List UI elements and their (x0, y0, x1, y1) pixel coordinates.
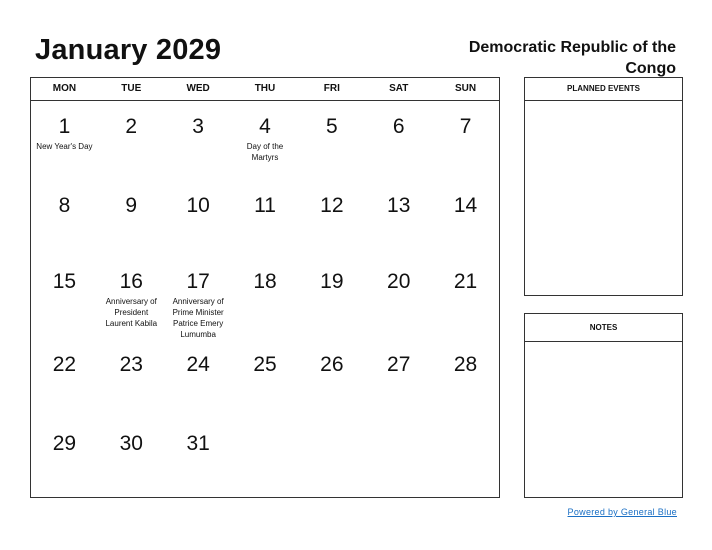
day-number: 9 (125, 194, 138, 217)
day-cell (165, 418, 232, 497)
day-cell (432, 339, 499, 418)
day-cell (298, 418, 365, 497)
day-cell (31, 418, 98, 497)
day-cell (31, 339, 98, 418)
day-cell (232, 418, 299, 497)
day-number: 27 (387, 353, 411, 376)
day-grid (31, 101, 499, 497)
holiday-label: Anniversary of Prime Minister Patrice Emery Lumumba (172, 297, 224, 339)
day-cell (31, 101, 98, 180)
day-cell (365, 180, 432, 256)
day-cell (98, 101, 165, 180)
day-cell (232, 256, 299, 339)
day-number: 3 (192, 115, 204, 138)
day-cell (98, 180, 165, 256)
day-cell (298, 256, 365, 339)
day-number: 25 (253, 353, 277, 376)
holiday-label: New Year's Day (36, 142, 93, 151)
day-number: 26 (320, 353, 344, 376)
weekday-label: THU (254, 83, 276, 94)
day-number: 11 (254, 194, 276, 217)
holiday-label: Anniversary of President Laurent Kabila (105, 297, 158, 328)
weekday-label: SUN (455, 83, 477, 94)
day-cell (432, 180, 499, 256)
day-cell (98, 418, 165, 497)
day-number: 14 (453, 194, 478, 217)
day-cell (298, 180, 365, 256)
weekday-label: WED (186, 83, 210, 94)
day-cell (165, 256, 232, 339)
day-cell (365, 418, 432, 497)
day-cell (232, 180, 299, 256)
day-cell (298, 339, 365, 418)
day-number: 13 (387, 194, 411, 217)
day-number: 28 (453, 353, 478, 376)
day-number: 4 (259, 115, 271, 138)
holiday-label: Day of the Martyrs (246, 142, 284, 162)
day-cell (232, 339, 299, 418)
day-cell (31, 256, 98, 339)
day-cell (365, 256, 432, 339)
weekday-label: FRI (323, 83, 340, 94)
weekday-label: SAT (389, 83, 409, 94)
planned-events-panel (524, 77, 683, 296)
month-calendar (30, 77, 500, 498)
planned-events-heading: PLANNED EVENTS (525, 78, 682, 101)
day-cell (432, 256, 499, 339)
day-number: 6 (392, 115, 405, 138)
day-number: 8 (58, 194, 71, 217)
day-cell (365, 339, 432, 418)
day-cell (31, 180, 98, 256)
day-number: 23 (119, 353, 143, 376)
weekday-label: MON (52, 83, 77, 94)
day-cell (98, 339, 165, 418)
day-cell (165, 339, 232, 418)
day-number: 5 (326, 115, 338, 138)
day-cell (165, 180, 232, 256)
weekday-header (31, 78, 499, 101)
notes-heading: NOTES (525, 314, 682, 342)
day-number: 16 (119, 270, 143, 293)
day-number: 19 (320, 270, 344, 293)
day-cell (232, 101, 299, 180)
day-number: 1 (58, 115, 71, 138)
day-number: 30 (119, 432, 143, 455)
day-cell (165, 101, 232, 180)
day-number: 18 (253, 270, 277, 293)
day-number: 29 (52, 432, 77, 455)
day-number: 15 (52, 270, 77, 293)
day-number: 24 (186, 353, 210, 376)
calendar-title: January 2029 (35, 34, 222, 66)
day-number: 31 (186, 432, 210, 455)
day-number: 22 (52, 353, 77, 376)
country-name: Democratic Republic of the Congo (468, 39, 676, 77)
day-cell (365, 101, 432, 180)
day-number: 10 (186, 194, 210, 217)
notes-panel (524, 313, 683, 498)
day-number: 12 (320, 194, 344, 217)
weekday-label: TUE (121, 83, 142, 94)
day-number: 20 (387, 270, 411, 293)
day-number: 7 (459, 115, 472, 138)
day-number: 17 (186, 270, 210, 293)
day-cell (298, 101, 365, 180)
powered-by-link[interactable]: Powered by General Blue (567, 507, 677, 517)
day-cell (98, 256, 165, 339)
day-cell (432, 418, 499, 497)
day-number: 21 (453, 270, 478, 293)
day-number: 2 (125, 115, 138, 138)
day-cell (432, 101, 499, 180)
